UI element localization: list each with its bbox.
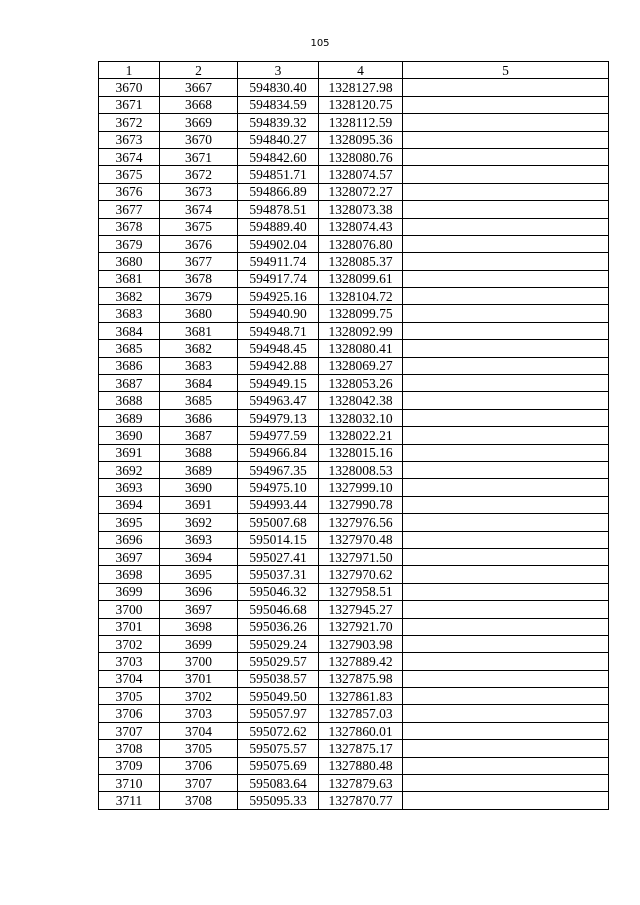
y-coordinate-cell: 1327921.70 <box>319 618 403 635</box>
y-coordinate-cell: 1327958.51 <box>319 583 403 600</box>
point-number-cell: 3711 <box>99 792 160 809</box>
prev-point-number-cell: 3673 <box>160 183 238 200</box>
note-cell <box>403 357 609 374</box>
x-coordinate-cell: 595075.57 <box>238 740 319 757</box>
point-number-cell: 3671 <box>99 96 160 113</box>
y-coordinate-cell: 1328032.10 <box>319 409 403 426</box>
prev-point-number-cell: 3679 <box>160 288 238 305</box>
y-coordinate-cell: 1327861.83 <box>319 688 403 705</box>
table-row <box>99 775 609 792</box>
x-coordinate-cell: 594942.88 <box>238 357 319 374</box>
y-coordinate-cell: 1328112.59 <box>319 114 403 131</box>
table-row <box>99 270 609 287</box>
table-row <box>99 131 609 148</box>
point-number-cell: 3691 <box>99 444 160 461</box>
prev-point-number-cell: 3705 <box>160 740 238 757</box>
table-row <box>99 670 609 687</box>
point-number-cell: 3705 <box>99 688 160 705</box>
point-number-cell: 3695 <box>99 514 160 531</box>
table-row <box>99 79 609 96</box>
table-row <box>99 548 609 565</box>
note-cell <box>403 775 609 792</box>
x-coordinate-cell: 594925.16 <box>238 288 319 305</box>
column-header-5: 5 <box>403 62 609 79</box>
y-coordinate-cell: 1327990.78 <box>319 496 403 513</box>
x-coordinate-cell: 595083.64 <box>238 775 319 792</box>
note-cell <box>403 514 609 531</box>
prev-point-number-cell: 3677 <box>160 253 238 270</box>
note-cell <box>403 392 609 409</box>
x-coordinate-cell: 595037.31 <box>238 566 319 583</box>
table-row <box>99 148 609 165</box>
point-number-cell: 3680 <box>99 253 160 270</box>
note-cell <box>403 688 609 705</box>
x-coordinate-cell: 595057.97 <box>238 705 319 722</box>
note-cell <box>403 722 609 739</box>
table-row <box>99 635 609 652</box>
point-number-cell: 3694 <box>99 496 160 513</box>
x-coordinate-cell: 595072.62 <box>238 722 319 739</box>
x-coordinate-cell: 595095.33 <box>238 792 319 809</box>
x-coordinate-cell: 594948.71 <box>238 322 319 339</box>
x-coordinate-cell: 594979.13 <box>238 409 319 426</box>
prev-point-number-cell: 3671 <box>160 148 238 165</box>
table-row <box>99 583 609 600</box>
prev-point-number-cell: 3700 <box>160 653 238 670</box>
prev-point-number-cell: 3682 <box>160 340 238 357</box>
note-cell <box>403 235 609 252</box>
x-coordinate-cell: 594940.90 <box>238 305 319 322</box>
x-coordinate-cell: 595036.26 <box>238 618 319 635</box>
table-header <box>99 62 609 79</box>
note-cell <box>403 601 609 618</box>
point-number-cell: 3679 <box>99 235 160 252</box>
y-coordinate-cell: 1327880.48 <box>319 757 403 774</box>
prev-point-number-cell: 3708 <box>160 792 238 809</box>
point-number-cell: 3708 <box>99 740 160 757</box>
point-number-cell: 3676 <box>99 183 160 200</box>
note-cell <box>403 322 609 339</box>
point-number-cell: 3697 <box>99 548 160 565</box>
table-row <box>99 218 609 235</box>
prev-point-number-cell: 3694 <box>160 548 238 565</box>
point-number-cell: 3690 <box>99 427 160 444</box>
y-coordinate-cell: 1327970.62 <box>319 566 403 583</box>
prev-point-number-cell: 3668 <box>160 96 238 113</box>
x-coordinate-cell: 595046.68 <box>238 601 319 618</box>
prev-point-number-cell: 3696 <box>160 583 238 600</box>
y-coordinate-cell: 1328008.53 <box>319 461 403 478</box>
y-coordinate-cell: 1327976.56 <box>319 514 403 531</box>
column-header-3: 3 <box>238 62 319 79</box>
x-coordinate-cell: 594977.59 <box>238 427 319 444</box>
y-coordinate-cell: 1328080.41 <box>319 340 403 357</box>
note-cell <box>403 218 609 235</box>
table-row <box>99 201 609 218</box>
note-cell <box>403 375 609 392</box>
table-row <box>99 340 609 357</box>
table-row <box>99 305 609 322</box>
coordinates-table <box>98 61 609 810</box>
prev-point-number-cell: 3670 <box>160 131 238 148</box>
table-row <box>99 96 609 113</box>
table-row <box>99 444 609 461</box>
x-coordinate-cell: 595049.50 <box>238 688 319 705</box>
point-number-cell: 3670 <box>99 79 160 96</box>
point-number-cell: 3700 <box>99 601 160 618</box>
y-coordinate-cell: 1328080.76 <box>319 148 403 165</box>
prev-point-number-cell: 3684 <box>160 375 238 392</box>
table-row <box>99 740 609 757</box>
note-cell <box>403 583 609 600</box>
prev-point-number-cell: 3669 <box>160 114 238 131</box>
x-coordinate-cell: 595029.57 <box>238 653 319 670</box>
table-row <box>99 253 609 270</box>
note-cell <box>403 340 609 357</box>
x-coordinate-cell: 594963.47 <box>238 392 319 409</box>
note-cell <box>403 705 609 722</box>
table-row <box>99 792 609 809</box>
point-number-cell: 3710 <box>99 775 160 792</box>
x-coordinate-cell: 595027.41 <box>238 548 319 565</box>
prev-point-number-cell: 3701 <box>160 670 238 687</box>
note-cell <box>403 479 609 496</box>
note-cell <box>403 114 609 131</box>
note-cell <box>403 270 609 287</box>
x-coordinate-cell: 594889.40 <box>238 218 319 235</box>
x-coordinate-cell: 594911.74 <box>238 253 319 270</box>
prev-point-number-cell: 3688 <box>160 444 238 461</box>
y-coordinate-cell: 1328099.61 <box>319 270 403 287</box>
table-row <box>99 757 609 774</box>
note-cell <box>403 409 609 426</box>
note-cell <box>403 670 609 687</box>
table-row <box>99 166 609 183</box>
column-header-2: 2 <box>160 62 238 79</box>
y-coordinate-cell: 1328095.36 <box>319 131 403 148</box>
note-cell <box>403 253 609 270</box>
prev-point-number-cell: 3691 <box>160 496 238 513</box>
point-number-cell: 3683 <box>99 305 160 322</box>
y-coordinate-cell: 1327971.50 <box>319 548 403 565</box>
note-cell <box>403 201 609 218</box>
note-cell <box>403 305 609 322</box>
point-number-cell: 3709 <box>99 757 160 774</box>
note-cell <box>403 461 609 478</box>
y-coordinate-cell: 1327860.01 <box>319 722 403 739</box>
table-row <box>99 722 609 739</box>
header-row <box>99 62 609 79</box>
table-row <box>99 322 609 339</box>
x-coordinate-cell: 595075.69 <box>238 757 319 774</box>
prev-point-number-cell: 3686 <box>160 409 238 426</box>
note-cell <box>403 96 609 113</box>
prev-point-number-cell: 3685 <box>160 392 238 409</box>
point-number-cell: 3685 <box>99 340 160 357</box>
prev-point-number-cell: 3676 <box>160 235 238 252</box>
point-number-cell: 3704 <box>99 670 160 687</box>
point-number-cell: 3696 <box>99 531 160 548</box>
table-body <box>99 79 609 809</box>
x-coordinate-cell: 594839.32 <box>238 114 319 131</box>
x-coordinate-cell: 594866.89 <box>238 183 319 200</box>
x-coordinate-cell: 594840.27 <box>238 131 319 148</box>
prev-point-number-cell: 3678 <box>160 270 238 287</box>
y-coordinate-cell: 1328120.75 <box>319 96 403 113</box>
prev-point-number-cell: 3698 <box>160 618 238 635</box>
table-row <box>99 688 609 705</box>
table-row <box>99 601 609 618</box>
y-coordinate-cell: 1328073.38 <box>319 201 403 218</box>
note-cell <box>403 792 609 809</box>
point-number-cell: 3688 <box>99 392 160 409</box>
x-coordinate-cell: 594993.44 <box>238 496 319 513</box>
point-number-cell: 3677 <box>99 201 160 218</box>
table-row <box>99 531 609 548</box>
table-row <box>99 114 609 131</box>
point-number-cell: 3675 <box>99 166 160 183</box>
point-number-cell: 3687 <box>99 375 160 392</box>
x-coordinate-cell: 594842.60 <box>238 148 319 165</box>
point-number-cell: 3678 <box>99 218 160 235</box>
table-row <box>99 653 609 670</box>
note-cell <box>403 444 609 461</box>
prev-point-number-cell: 3675 <box>160 218 238 235</box>
note-cell <box>403 566 609 583</box>
point-number-cell: 3702 <box>99 635 160 652</box>
note-cell <box>403 740 609 757</box>
prev-point-number-cell: 3674 <box>160 201 238 218</box>
x-coordinate-cell: 594966.84 <box>238 444 319 461</box>
note-cell <box>403 427 609 444</box>
table-row <box>99 496 609 513</box>
x-coordinate-cell: 595007.68 <box>238 514 319 531</box>
point-number-cell: 3672 <box>99 114 160 131</box>
table-row <box>99 235 609 252</box>
note-cell <box>403 148 609 165</box>
point-number-cell: 3686 <box>99 357 160 374</box>
note-cell <box>403 166 609 183</box>
point-number-cell: 3706 <box>99 705 160 722</box>
prev-point-number-cell: 3667 <box>160 79 238 96</box>
y-coordinate-cell: 1328074.43 <box>319 218 403 235</box>
prev-point-number-cell: 3695 <box>160 566 238 583</box>
point-number-cell: 3698 <box>99 566 160 583</box>
point-number-cell: 3699 <box>99 583 160 600</box>
y-coordinate-cell: 1328127.98 <box>319 79 403 96</box>
x-coordinate-cell: 594830.40 <box>238 79 319 96</box>
note-cell <box>403 288 609 305</box>
y-coordinate-cell: 1328076.80 <box>319 235 403 252</box>
y-coordinate-cell: 1328069.27 <box>319 357 403 374</box>
y-coordinate-cell: 1328074.57 <box>319 166 403 183</box>
y-coordinate-cell: 1327875.98 <box>319 670 403 687</box>
y-coordinate-cell: 1328092.99 <box>319 322 403 339</box>
y-coordinate-cell: 1327875.17 <box>319 740 403 757</box>
prev-point-number-cell: 3703 <box>160 705 238 722</box>
table-row <box>99 427 609 444</box>
table-row <box>99 392 609 409</box>
prev-point-number-cell: 3704 <box>160 722 238 739</box>
y-coordinate-cell: 1327999.10 <box>319 479 403 496</box>
y-coordinate-cell: 1328072.27 <box>319 183 403 200</box>
prev-point-number-cell: 3697 <box>160 601 238 618</box>
y-coordinate-cell: 1327945.27 <box>319 601 403 618</box>
y-coordinate-cell: 1327903.98 <box>319 635 403 652</box>
table-row <box>99 183 609 200</box>
y-coordinate-cell: 1328053.26 <box>319 375 403 392</box>
note-cell <box>403 548 609 565</box>
point-number-cell: 3692 <box>99 461 160 478</box>
point-number-cell: 3684 <box>99 322 160 339</box>
note-cell <box>403 653 609 670</box>
note-cell <box>403 496 609 513</box>
x-coordinate-cell: 595014.15 <box>238 531 319 548</box>
prev-point-number-cell: 3707 <box>160 775 238 792</box>
table-row <box>99 357 609 374</box>
prev-point-number-cell: 3672 <box>160 166 238 183</box>
y-coordinate-cell: 1328042.38 <box>319 392 403 409</box>
table-row <box>99 514 609 531</box>
y-coordinate-cell: 1327879.63 <box>319 775 403 792</box>
table-row <box>99 618 609 635</box>
y-coordinate-cell: 1328015.16 <box>319 444 403 461</box>
y-coordinate-cell: 1327889.42 <box>319 653 403 670</box>
note-cell <box>403 183 609 200</box>
page-number: 105 <box>310 38 330 49</box>
point-number-cell: 3681 <box>99 270 160 287</box>
note-cell <box>403 79 609 96</box>
x-coordinate-cell: 594851.71 <box>238 166 319 183</box>
y-coordinate-cell: 1328099.75 <box>319 305 403 322</box>
prev-point-number-cell: 3706 <box>160 757 238 774</box>
note-cell <box>403 635 609 652</box>
x-coordinate-cell: 594975.10 <box>238 479 319 496</box>
y-coordinate-cell: 1328104.72 <box>319 288 403 305</box>
prev-point-number-cell: 3681 <box>160 322 238 339</box>
note-cell <box>403 618 609 635</box>
point-number-cell: 3701 <box>99 618 160 635</box>
prev-point-number-cell: 3702 <box>160 688 238 705</box>
table-row <box>99 479 609 496</box>
prev-point-number-cell: 3680 <box>160 305 238 322</box>
column-header-4: 4 <box>319 62 403 79</box>
y-coordinate-cell: 1327970.48 <box>319 531 403 548</box>
point-number-cell: 3693 <box>99 479 160 496</box>
table-row <box>99 566 609 583</box>
table-row <box>99 375 609 392</box>
prev-point-number-cell: 3699 <box>160 635 238 652</box>
prev-point-number-cell: 3692 <box>160 514 238 531</box>
table-row <box>99 409 609 426</box>
point-number-cell: 3707 <box>99 722 160 739</box>
point-number-cell: 3682 <box>99 288 160 305</box>
prev-point-number-cell: 3687 <box>160 427 238 444</box>
prev-point-number-cell: 3690 <box>160 479 238 496</box>
note-cell <box>403 131 609 148</box>
x-coordinate-cell: 594949.15 <box>238 375 319 392</box>
note-cell <box>403 531 609 548</box>
x-coordinate-cell: 594917.74 <box>238 270 319 287</box>
x-coordinate-cell: 594948.45 <box>238 340 319 357</box>
table-row <box>99 461 609 478</box>
x-coordinate-cell: 595046.32 <box>238 583 319 600</box>
point-number-cell: 3689 <box>99 409 160 426</box>
x-coordinate-cell: 595029.24 <box>238 635 319 652</box>
point-number-cell: 3673 <box>99 131 160 148</box>
column-header-1: 1 <box>99 62 160 79</box>
x-coordinate-cell: 594878.51 <box>238 201 319 218</box>
y-coordinate-cell: 1328085.37 <box>319 253 403 270</box>
table-row <box>99 705 609 722</box>
y-coordinate-cell: 1328022.21 <box>319 427 403 444</box>
x-coordinate-cell: 594902.04 <box>238 235 319 252</box>
prev-point-number-cell: 3683 <box>160 357 238 374</box>
table-row <box>99 288 609 305</box>
note-cell <box>403 757 609 774</box>
x-coordinate-cell: 594967.35 <box>238 461 319 478</box>
prev-point-number-cell: 3693 <box>160 531 238 548</box>
point-number-cell: 3674 <box>99 148 160 165</box>
x-coordinate-cell: 594834.59 <box>238 96 319 113</box>
point-number-cell: 3703 <box>99 653 160 670</box>
prev-point-number-cell: 3689 <box>160 461 238 478</box>
y-coordinate-cell: 1327857.03 <box>319 705 403 722</box>
y-coordinate-cell: 1327870.77 <box>319 792 403 809</box>
x-coordinate-cell: 595038.57 <box>238 670 319 687</box>
